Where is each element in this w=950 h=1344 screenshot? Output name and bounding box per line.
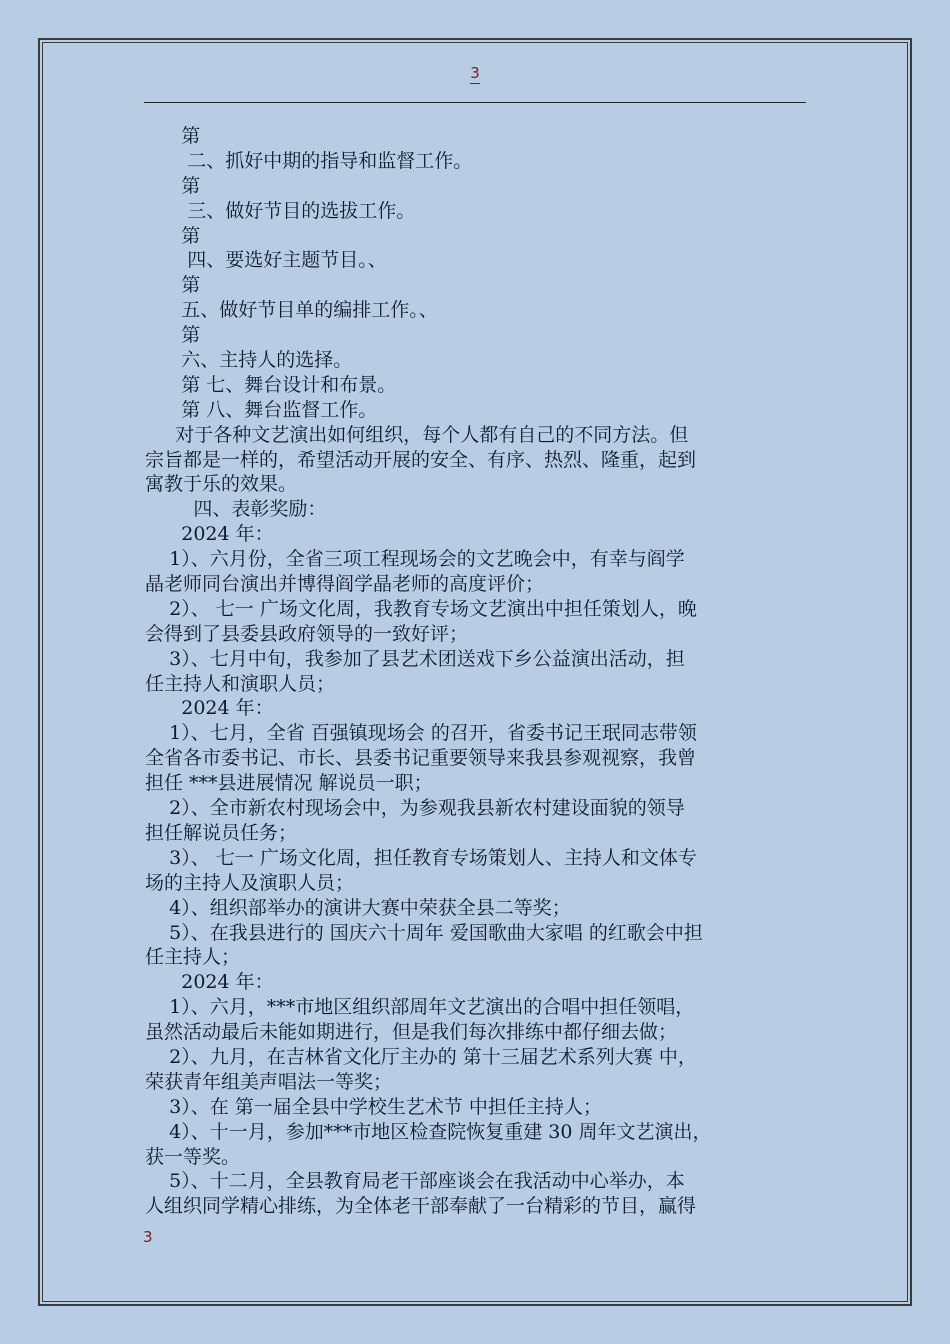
text-line: 2024 年： <box>145 697 274 720</box>
text-line: 第 七、舞台设计和布景。 <box>145 373 397 396</box>
text-line: 第 <box>145 174 201 197</box>
text-line: 1）、七月，全省 百强镇现场会 的召开，省委书记王珉同志带领 <box>145 722 697 745</box>
text-line: 宗旨都是一样的，希望活动开展的安全、有序、热烈、隆重，起到 <box>145 448 697 471</box>
text-line: 1）、六月份，全省三项工程现场会的文艺晚会中，有幸与阎学 <box>145 548 685 571</box>
text-line: 第 <box>145 274 201 297</box>
text-line: 4）、组织部举办的演讲大赛中荣获全县二等奖； <box>145 896 571 919</box>
text-line: 四、表彰奖励： <box>145 498 327 521</box>
text-line: 六、主持人的选择。 <box>145 349 353 372</box>
text-line: 担任解说员任务； <box>145 821 298 844</box>
text-line: 全省各市委书记、市长、县委书记重要领导来我县参观视察，我曾 <box>145 747 697 770</box>
text-line: 二、抓好中期的指导和监督工作。 <box>145 149 473 172</box>
text-line: 人组织同学精心排练，为全体老干部奉献了一台精彩的节目，赢得 <box>145 1195 697 1218</box>
text-line: 第 <box>145 125 201 147</box>
text-line: 四、要选好主题节目。、 <box>145 249 387 272</box>
text-line: 2）、全市新农村现场会中，为参观我县新农村建设面貌的领导 <box>145 797 685 820</box>
text-line: 2）、九月，在吉林省文化厅主办的 第十三届艺术系列大赛 中， <box>145 1045 697 1068</box>
text-line: 5）、十二月，全县教育局老干部座谈会在我活动中心举办，本 <box>145 1170 685 1193</box>
text-line: 3）、在 第一届全县中学校生艺术节 中担任主持人； <box>145 1095 602 1118</box>
text-line: 任主持人和演职人员； <box>145 672 336 695</box>
text-line: 5）、在我县进行的 国庆六十周年 爱国歌曲大家唱 的红歌会中担 <box>145 921 703 944</box>
text-line: 2）、 七一 广场文化周，我教育专场文艺演出中担任策划人，晚 <box>145 597 697 620</box>
text-line: 4）、十一月，参加***市地区检查院恢复重建 30 周年文艺演出， <box>145 1120 712 1143</box>
text-line: 第 <box>145 324 201 347</box>
text-line: 担任 ***县进展情况 解说员一职； <box>145 772 433 795</box>
text-line: 对于各种文艺演出如何组织，每个人都有自己的不同方法。但 <box>145 423 689 446</box>
header-rule <box>144 102 806 103</box>
text-line: 三、做好节目的选拔工作。 <box>145 199 416 222</box>
text-line: 第 <box>145 224 201 247</box>
footer-page-number: 3 <box>143 1228 153 1246</box>
text-line: 虽然活动最后未能如期进行，但是我们每次排练中都仔细去做； <box>145 1021 678 1044</box>
text-line: 1）、六月，***市地区组织部周年文艺演出的合唱中担任领唱， <box>145 996 695 1019</box>
text-line: 2024 年： <box>145 971 274 994</box>
text-line: 第 八、舞台监督工作。 <box>145 398 378 421</box>
text-line: 寓教于乐的效果。 <box>145 473 298 496</box>
document-body <box>145 124 807 1219</box>
text-line: 获一等奖。 <box>145 1145 241 1168</box>
text-line: 任主持人； <box>145 946 241 969</box>
text-line: 3）、七月中旬，我参加了县艺术团送戏下乡公益演出活动，担 <box>145 647 685 670</box>
text-line: 会得到了县委县政府领导的一致好评； <box>145 622 469 645</box>
text-line: 晶老师同台演出并博得阎学晶老师的高度评价； <box>145 573 545 596</box>
header-page-number: 3 <box>465 64 485 84</box>
text-line: 荣获青年组美声唱法一等奖； <box>145 1070 393 1093</box>
text-line: 五、做好节目单的编排工作。、 <box>145 299 438 322</box>
text-line: 2024 年： <box>145 523 274 546</box>
text-line: 3）、 七一 广场文化周，担任教育专场策划人、主持人和文体专 <box>145 846 697 869</box>
text-line: 场的主持人及演职人员； <box>145 871 355 894</box>
